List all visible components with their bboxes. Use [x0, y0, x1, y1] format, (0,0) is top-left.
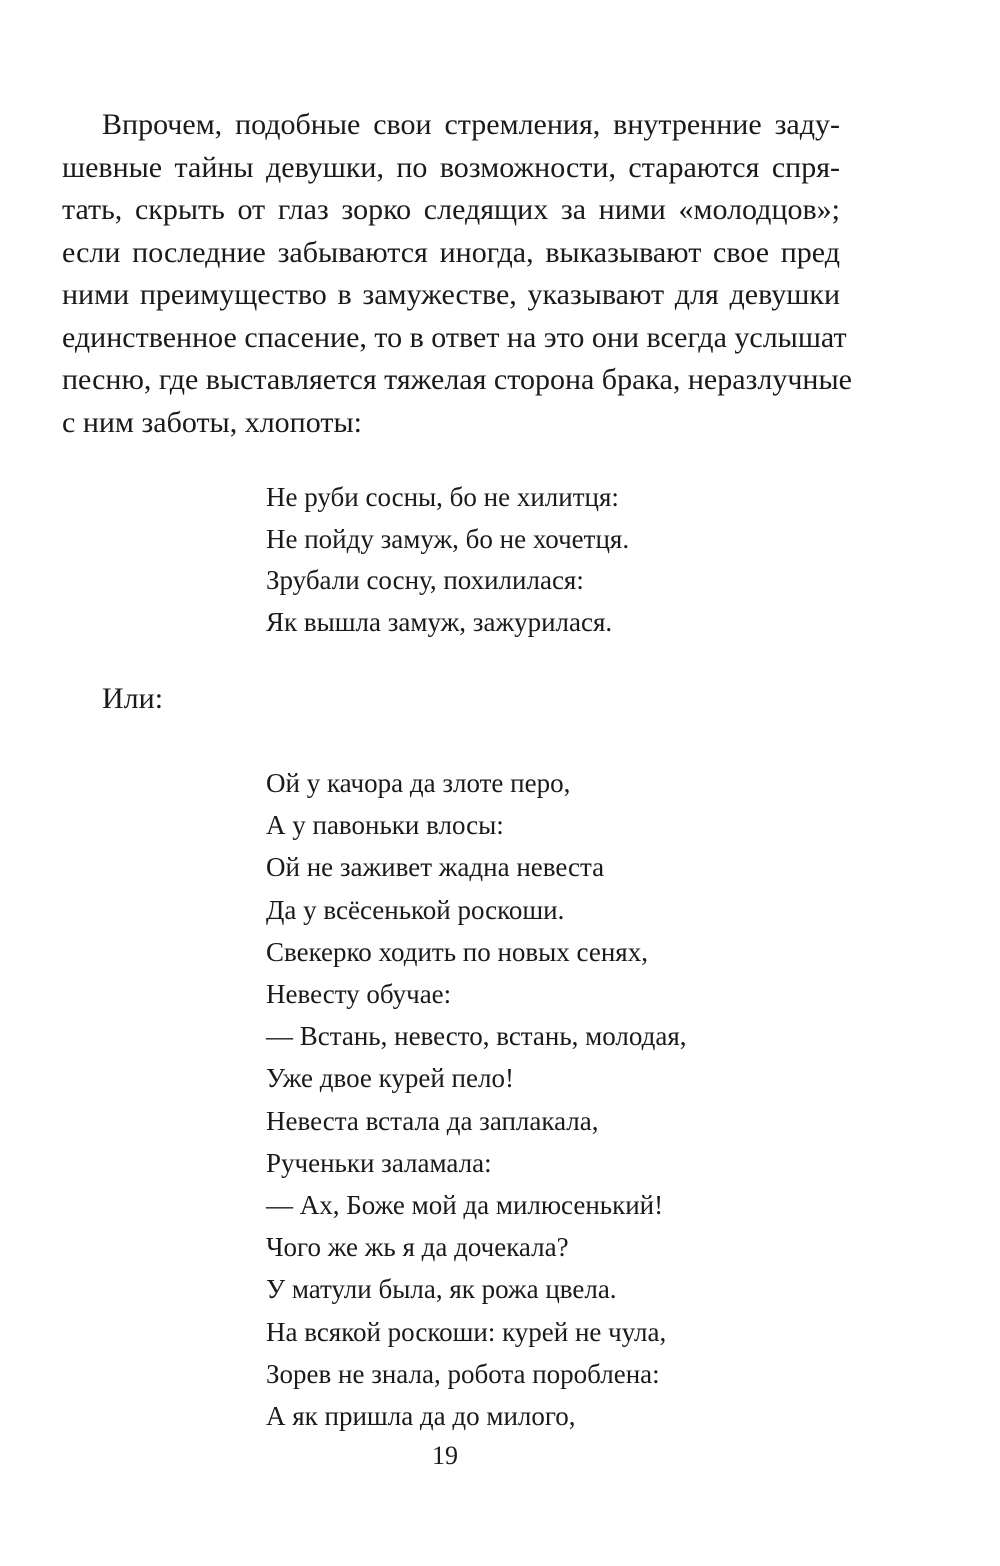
verse-line: Рученьки заламала: — [266, 1147, 492, 1178]
verse-line: Да у всёсенькой роскоши. — [266, 894, 565, 925]
prose-line: шевные тайны девушки, по возможности, стараются спря- — [62, 150, 840, 184]
prose-line: ними преимущество в замужестве, указывают для девушки — [62, 278, 840, 311]
prose-line: Впрочем, подобные свои стремления, внутренние заду- — [102, 108, 840, 141]
page-number: 19 — [432, 1441, 458, 1470]
verse-line: — Ах, Боже мой да милюсенький! — [266, 1190, 664, 1221]
verse-line: Не пойду замуж, бо не хочетця. — [266, 523, 630, 554]
verse-line: Не руби сосны, бо не хилитця: — [266, 482, 619, 512]
verse-line: Зорев не знала, робота пороблена: — [266, 1358, 660, 1389]
verse-line: Зрубали сосну, похилилася: — [266, 565, 584, 595]
verse-line: Як вышла замуж, зажурилася. — [266, 606, 613, 637]
verse-line: А як пришла да до милого, — [266, 1401, 576, 1432]
prose-line: с ним заботы, хлопоты: — [62, 405, 362, 439]
prose-line: песню, где выставляется тяжелая сторона брака, неразлучные — [62, 363, 852, 396]
prose-paragraph — [62, 104, 852, 444]
verse-line: А у павоньки влосы: — [266, 810, 504, 841]
verse-line: Чого же жь я да дочекала? — [266, 1232, 569, 1263]
prose-line: если последние забываются иногда, выказывают свое пред — [62, 235, 840, 269]
verse-line: Невеста встала да заплакала, — [266, 1105, 599, 1136]
verse-stanza-2 — [266, 762, 687, 1437]
verse-line: У матули была, як рожа цвела. — [266, 1274, 617, 1305]
verse-line: Свекерко ходить по новых сенях, — [266, 936, 648, 967]
verse-line: Ой у качора да злоте перо, — [266, 768, 571, 798]
verse-stanza-1 — [266, 477, 629, 643]
verse-line: — Встань, невесто, встань, молодая, — [266, 1021, 687, 1052]
verse-line: На всякой роскоши: курей не чула, — [266, 1316, 667, 1347]
verse-line: Невесту обучае: — [266, 979, 452, 1010]
prose-line: единственное спасение, то в ответ на это они всегда услышат — [62, 320, 847, 354]
verse-line: Ой не заживет жадна невеста — [266, 852, 605, 883]
connector-text: Или: — [102, 682, 164, 715]
verse-line: Уже двое курей пело! — [266, 1063, 514, 1094]
prose-line: тать, скрыть от глаз зорко следящих за ними «молодцов»; — [62, 193, 840, 226]
